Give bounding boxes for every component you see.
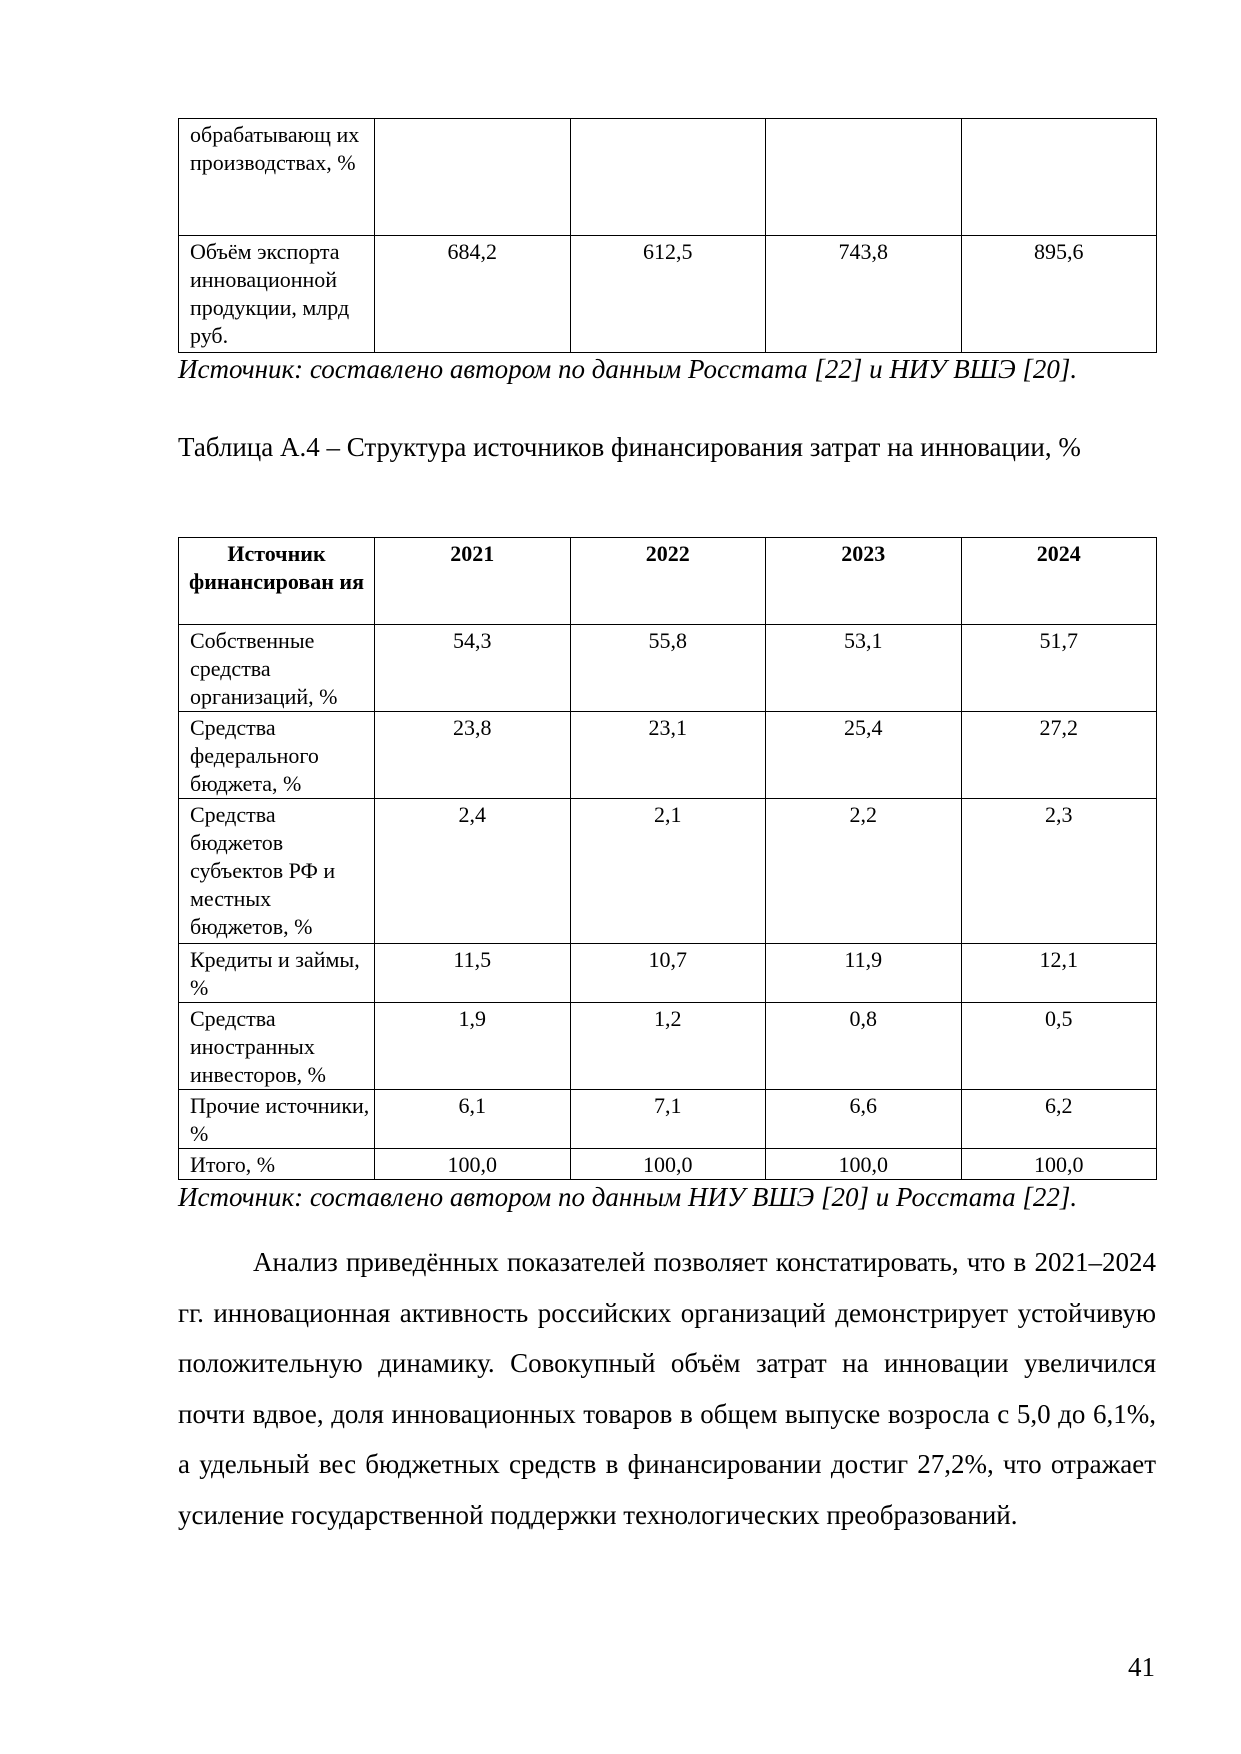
table-continuation [178,118,1157,353]
row-label: Собственные средства организаций, % [179,625,375,712]
column-header: 2021 [375,538,571,625]
table-cell: 2,3 [961,799,1157,944]
table-cell: 743,8 [766,236,962,353]
column-header: 2022 [570,538,766,625]
table-cell [766,119,962,236]
table-row [179,712,1157,799]
row-label: Средства федерального бюджета, % [179,712,375,799]
table-cell: 23,8 [375,712,571,799]
table-cell: 2,4 [375,799,571,944]
table-cell [961,119,1157,236]
table-cell [570,119,766,236]
table-cell: 10,7 [570,944,766,1003]
table-cell: 0,8 [766,1003,962,1090]
table-row [179,1003,1157,1090]
table-cell: 100,0 [570,1149,766,1180]
table-header-row [179,538,1157,625]
table-caption: Таблица А.4 – Структура источников финансирования затрат на инновации, % [178,432,1081,462]
table-source-note: Источник: составлено автором по данным НИУ ВШЭ [20] и Росстата [22]. [178,1182,1078,1212]
table-row [179,119,1157,236]
table-cell: 0,5 [961,1003,1157,1090]
row-label: Средства бюджетов субъектов РФ и местных бюджетов, % [179,799,375,944]
row-label: Объём экспорта инновационной продукции, млрд руб. [179,236,375,353]
table-cell: 55,8 [570,625,766,712]
table-row [179,1090,1157,1149]
row-label: Кредиты и займы, % [179,944,375,1003]
table-cell: 7,1 [570,1090,766,1149]
table-row [179,944,1157,1003]
table-cell: 2,1 [570,799,766,944]
table-cell: 6,1 [375,1090,571,1149]
table-row [179,799,1157,944]
row-label: Средства иностранных инвесторов, % [179,1003,375,1090]
table-cell: 1,2 [570,1003,766,1090]
table-cell: 100,0 [961,1149,1157,1180]
table-cell: 27,2 [961,712,1157,799]
table-cell: 684,2 [375,236,571,353]
table-cell: 11,5 [375,944,571,1003]
table-cell: 100,0 [375,1149,571,1180]
column-header: 2024 [961,538,1157,625]
table-row-total [179,1149,1157,1180]
table-cell: 25,4 [766,712,962,799]
table-row [179,625,1157,712]
table-cell: 1,9 [375,1003,571,1090]
funding-sources-table [178,537,1157,1180]
row-label: обрабатывающ их производствах, % [179,119,375,236]
table-cell: 23,1 [570,712,766,799]
table-cell [375,119,571,236]
table-cell: 12,1 [961,944,1157,1003]
table-cell: 53,1 [766,625,962,712]
table-cell: 51,7 [961,625,1157,712]
page-number: 41 [1128,1652,1155,1682]
table-source-note: Источник: составлено автором по данным Росстата [22] и НИУ ВШЭ [20]. [178,354,1078,384]
table-cell: 100,0 [766,1149,962,1180]
table-cell: 612,5 [570,236,766,353]
table-row [179,236,1157,353]
table-cell: 6,2 [961,1090,1157,1149]
body-paragraph: Анализ приведённых показателей позволяет констатировать, что в 2021–2024 гг. инновационная активность российских организаций демонстрирует устойчивую положительную динамику. Совокупный объём затрат на инновации увеличился почти вдвое, доля инновационных товаров в общем выпуске возросла с 5,0 до 6,1%, а удельный вес бюджетных средств в финансировании достиг 27,2%, что отражает усиление государственной поддержки технологических преобразований. [178,1247,1156,1530]
table-cell: 2,2 [766,799,962,944]
row-label: Прочие источники, % [179,1090,375,1149]
column-header: Источник финансирован ия [179,538,375,625]
table-cell: 6,6 [766,1090,962,1149]
table-cell: 11,9 [766,944,962,1003]
row-label: Итого, % [179,1149,375,1180]
table-cell: 54,3 [375,625,571,712]
table-cell: 895,6 [961,236,1157,353]
column-header: 2023 [766,538,962,625]
